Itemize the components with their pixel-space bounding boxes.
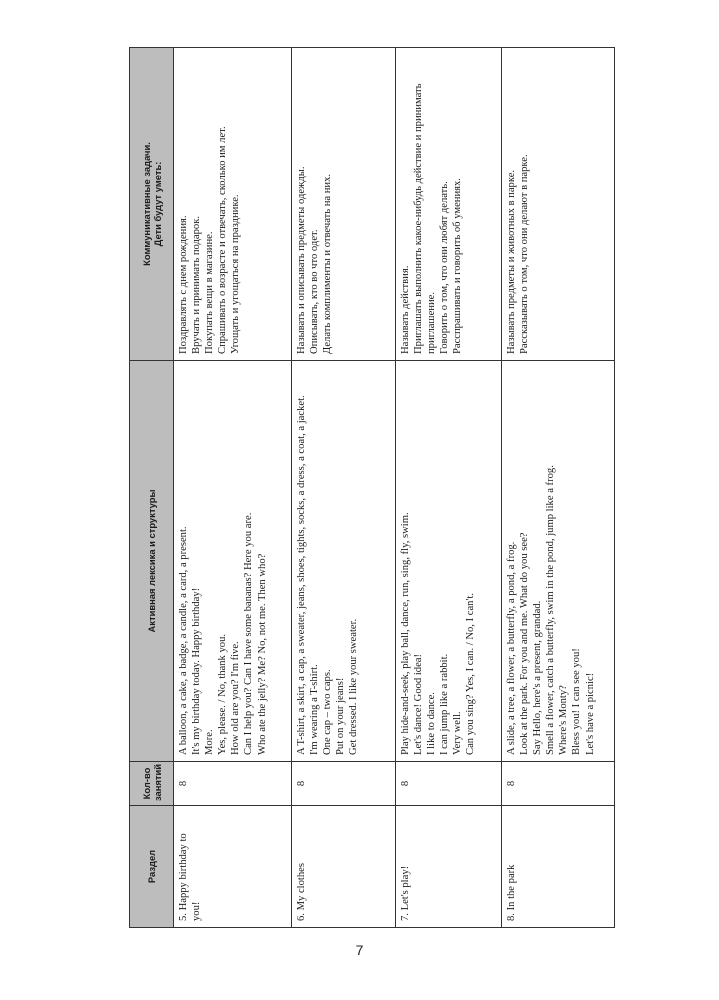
table-header-row	[130, 48, 174, 928]
vocab-line: Where's Monty?	[558, 685, 570, 755]
vocab-cell	[502, 361, 615, 762]
curriculum-table	[129, 47, 615, 928]
vocab-line: I'm wearing a T-shirt.	[309, 664, 321, 755]
header-vocab: Активная лексика и структуры	[130, 361, 174, 762]
header-lessons: Кол-во занятий	[130, 762, 174, 806]
table-row	[396, 48, 502, 928]
vocab-line: A T-shirt, a skirt, a cap, a sweater, jeans, shoes, tights, socks, a dress, a coat, a jacket.	[296, 395, 307, 755]
rotated-table-wrapper	[129, 48, 615, 928]
vocab-line: One cap – two caps.	[322, 669, 334, 755]
vocab-line: Say Hello, here's a present, grandad.	[532, 600, 544, 755]
section-cell: 7. Let's play!	[396, 806, 502, 928]
vocab-line: More.	[204, 729, 216, 755]
task-line: Описывать, кто во что одет.	[309, 229, 321, 354]
vocab-line: Bless you! I can see you!	[571, 648, 583, 755]
task-line: Расспрашивать и говорить об умениях.	[452, 178, 464, 354]
vocab-line: Let's dance! Good idea!	[413, 653, 425, 755]
vocab-line: Get dressed. I like your sweater.	[348, 618, 360, 755]
section-cell: 8. In the park	[502, 806, 615, 928]
table-row	[174, 48, 292, 928]
header-section: Раздел	[130, 806, 174, 928]
vocab-cell	[292, 361, 396, 762]
vocab-line: Look at the park. For you and me. What do you see?	[519, 532, 531, 755]
vocab-line: A balloon, a cake, a badge, a candle, a card, a present.	[178, 526, 189, 755]
vocab-line: A slide, a tree, a flower, a butterfly, a pond, a frog.	[506, 541, 517, 755]
task-line: Поздравлять с днем рождения.	[178, 215, 189, 354]
vocab-line: Very well.	[452, 711, 464, 755]
vocab-line: Smell a flower, catch a butterfly, swim in the pond, jump like a frog.	[545, 465, 557, 755]
vocab-line: Can I help you? Can I have some bananas? Here you are.	[243, 512, 255, 755]
lessons-cell: 8	[502, 762, 615, 806]
task-line: Покупать вещи в магазине.	[204, 231, 216, 354]
table-row	[502, 48, 615, 928]
tasks-cell	[396, 48, 502, 361]
vocab-line: Let's have a picnic!	[584, 672, 596, 755]
task-line: Рассказывать о том, что они делают в парке.	[519, 154, 531, 354]
lessons-cell: 8	[292, 762, 396, 806]
lessons-cell: 8	[396, 762, 502, 806]
vocab-line: I can jump like a rabbit.	[439, 653, 451, 755]
section-cell: 5. Happy birthday to you!	[174, 806, 292, 928]
task-line: Делать комплименты и отвечать на них.	[322, 173, 334, 354]
table-row	[292, 48, 396, 928]
task-line: Называть и описывать предметы одежды.	[296, 166, 307, 354]
task-line: Вручать и принимать подарок.	[191, 216, 203, 354]
vocab-line: Yes, please. / No, thank you.	[217, 633, 229, 755]
vocab-line: How old are you? I'm five.	[230, 641, 242, 755]
vocab-line: It's my birthday today. Happy birthday!	[191, 587, 203, 755]
lessons-cell: 8	[174, 762, 292, 806]
tasks-cell	[502, 48, 615, 361]
vocab-line: I like to dance.	[426, 692, 438, 755]
tasks-cell	[292, 48, 396, 361]
vocab-line: Play hide-and-seek, play ball, dance, run, sing, fly, swim.	[400, 512, 411, 755]
task-line: Называть предметы и животных в парке.	[506, 169, 517, 354]
task-line: Приглашать выполнить какое-нибудь действие и принимать приглашение.	[413, 83, 438, 354]
task-line: Угощать и угощаться на празднике.	[230, 194, 242, 354]
vocab-cell	[174, 361, 292, 762]
tasks-cell	[174, 48, 292, 361]
task-line: Говорить о том, что они любят делать.	[439, 181, 451, 354]
task-line: Спрашивать о возрасте и отвечать, сколько им лет.	[217, 126, 229, 354]
header-tasks	[130, 48, 174, 361]
task-line: Называть действия.	[400, 265, 411, 354]
vocab-line: Put on your jeans!	[335, 677, 347, 755]
header-tasks-line2: Дети будут уметь:	[151, 161, 163, 247]
page-number: 7	[355, 942, 364, 958]
vocab-line: Can you sing? Yes, I can. / No, I can't.	[465, 593, 477, 755]
header-tasks-line1: Коммуникативные задачи.	[140, 142, 152, 266]
vocab-cell	[396, 361, 502, 762]
section-cell: 6. My clothes	[292, 806, 396, 928]
vocab-line: Who ate the jelly? Me? No, not me. Then who?	[256, 553, 268, 755]
